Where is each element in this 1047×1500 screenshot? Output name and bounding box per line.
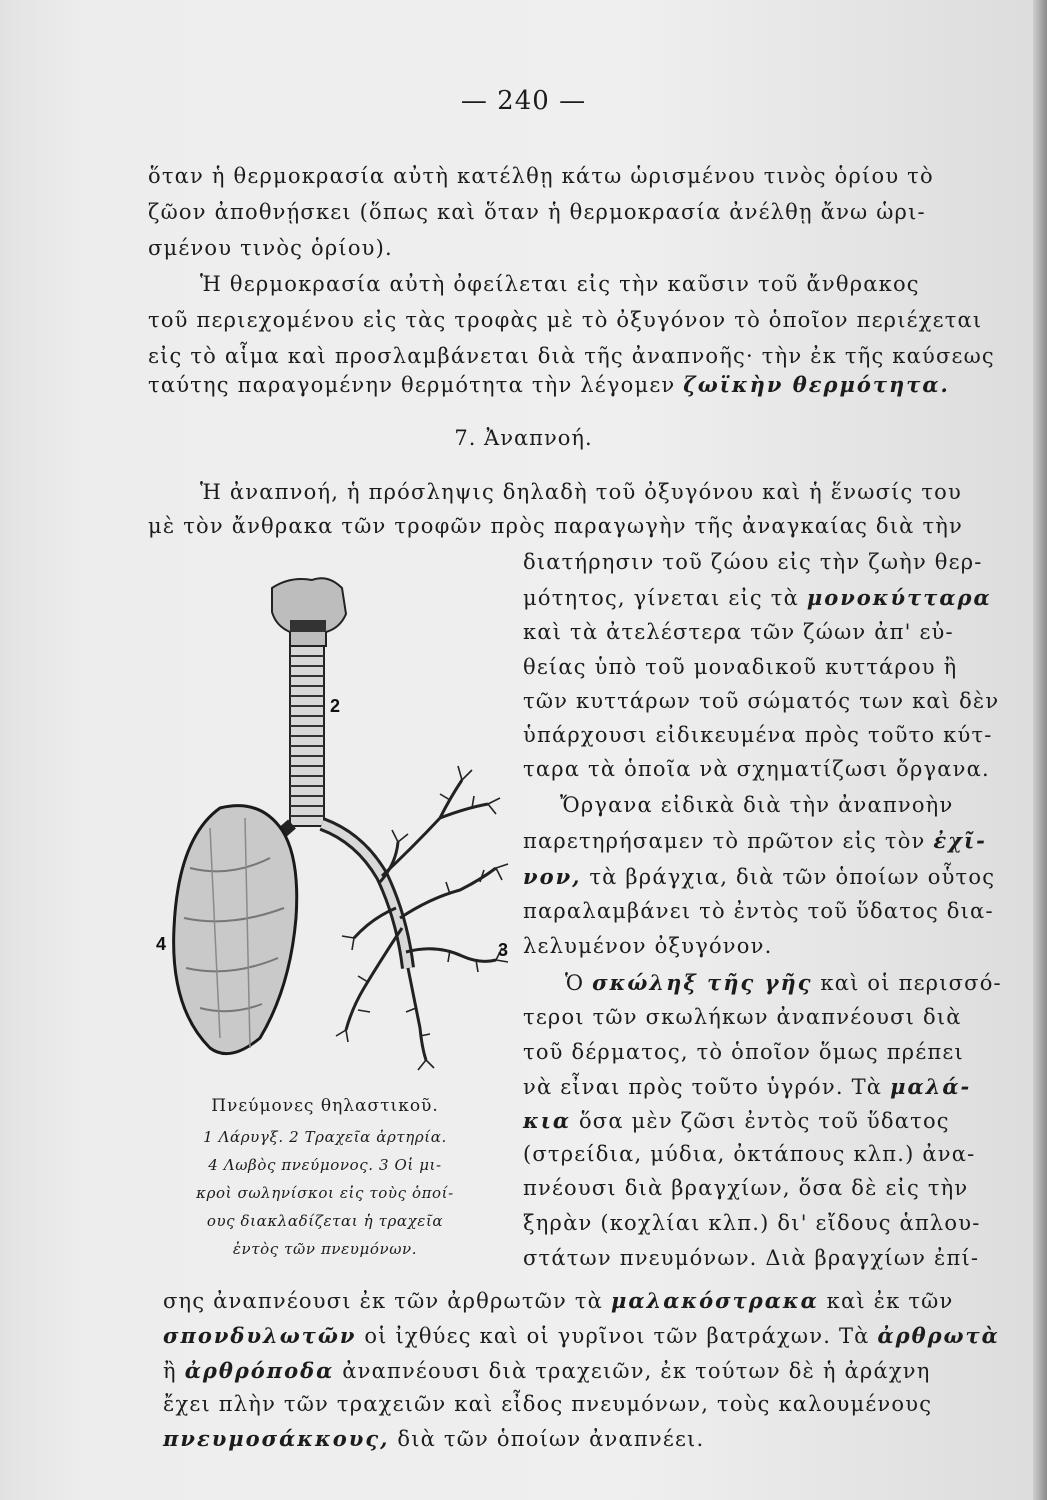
text-line: παραλαμβάνει τὸ ἐντὸς τοῦ ὕδατος δια- — [523, 899, 994, 923]
section-heading: 7. Ἀναπνοή. — [454, 426, 593, 450]
bold-term: σπονδυλωτῶν — [163, 1323, 357, 1348]
text-line — [163, 1358, 931, 1383]
text-run: νὰ εἶναι πρὸς τοῦτο ὑγρόν. Τὰ — [523, 1075, 883, 1099]
bold-term: μαλακόστρακα — [610, 1288, 819, 1313]
text-line: Ὄργανα εἰδικὰ διὰ τὴν ἀναπνοὴν — [560, 793, 954, 817]
lung-lobe — [174, 806, 297, 1054]
bold-term: ἀρθρωτὰ — [877, 1323, 1000, 1348]
page-number: — 240 — — [460, 86, 587, 116]
text-line: θείας ὑπὸ τοῦ μοναδικοῦ κυττάρου ἢ — [523, 655, 958, 679]
figure-caption-line: 1 Λάρυγξ. 2 Τραχεῖα ἀρτηρία. — [203, 1128, 447, 1146]
text-line — [523, 585, 992, 610]
bold-term: ἀρθρόποδα — [184, 1358, 335, 1383]
page-edge-shadow — [1033, 0, 1047, 1500]
trachea — [290, 646, 324, 826]
text-run: καὶ ἐκ τῶν — [826, 1289, 954, 1313]
bold-term: νον, — [523, 864, 582, 889]
figure-caption-line: ους διακλαδίζεται ἡ τραχεῖα — [206, 1212, 444, 1230]
text-line: τῶν κυττάρων τοῦ σώματός των καὶ δὲν — [523, 689, 1000, 713]
text-run: Ὁ — [565, 971, 585, 995]
figure-label: 4 — [156, 934, 167, 954]
text-run: σης ἀναπνέουσι ἐκ τῶν ἀρθρωτῶν τὰ — [163, 1289, 604, 1313]
text-line: στάτων πνευμόνων. Διὰ βραγχίων ἐπί- — [523, 1246, 980, 1270]
text-line: εἰς τὸ αἷμα καὶ προσλαμβάνεται διὰ τῆς ἀναπνοῆς· τὴν ἐκ τῆς καύσεως — [148, 344, 995, 368]
text-run: τὰ βράγχια, διὰ τῶν ὁποίων οὗτος — [589, 865, 996, 889]
text-run: ταύτης παραγομένην θερμότητα τὴν λέγομεν — [148, 373, 676, 397]
text-line: τοῦ δέρματος, τὸ ὁποῖον ὅμως πρέπει — [523, 1040, 964, 1064]
text-line — [523, 1074, 971, 1099]
text-run: οἱ ἰχθύες καὶ οἱ γυρῖνοι τῶν βατράχων. Τὰ — [364, 1324, 870, 1348]
text-run: ὅσα μὲν ζῶσι ἐντὸς τοῦ ὕδατος — [578, 1109, 950, 1133]
larynx — [272, 578, 346, 646]
text-line: ταρα τὰ ὁποῖα νὰ σχηματίζωσι ὄργανα. — [523, 757, 990, 781]
figure-caption-line: ἐντὸς τῶν πνευμόνων. — [232, 1240, 418, 1258]
text-line: σμένου τινὸς ὁρίου). — [148, 236, 393, 260]
text-line: καὶ τὰ ἀτελέστερα τῶν ζώων ἀπ' εὐ- — [523, 620, 954, 644]
figure-label: 2 — [330, 696, 341, 716]
text-line: ὑπάρχουσι εἰδικευμένα πρὸς τοῦτο κύτ- — [523, 723, 993, 747]
bold-term: ζωϊκὴν θερμότητα. — [683, 372, 950, 397]
right-bronchus — [322, 824, 408, 968]
text-line: τεροι τῶν σκωλήκων ἀναπνέουσι διὰ — [523, 1005, 962, 1029]
text-line — [565, 970, 1002, 995]
text-run: καὶ οἱ περισσό- — [820, 971, 1002, 995]
text-run: μότητος, γίνεται εἰς τὰ — [523, 586, 799, 610]
text-line: διατήρησιν τοῦ ζώου εἰς τὴν ζωὴν θερ- — [523, 550, 983, 574]
text-line — [163, 1288, 953, 1313]
text-line: ἔχει πλὴν τῶν τραχειῶν καὶ εἶδος πνευμόνων, τοὺς καλουμένους — [163, 1392, 933, 1416]
text-line — [163, 1426, 704, 1451]
figure-caption-line: κροὶ σωληνίσκοι εἰς τοὺς ὁποί- — [196, 1184, 454, 1202]
text-line: ὅταν ἡ θερμοκρασία αὐτὴ κατέλθῃ κάτω ὡρισμένου τινὸς ὁρίου τὸ — [148, 164, 934, 188]
text-line: ξηρὰν (κοχλίαι κλπ.) δι' εἴδους ἁπλου- — [523, 1211, 981, 1235]
bold-term: πνευμοσάκκους, — [163, 1426, 390, 1451]
figure-label: 3 — [498, 940, 509, 960]
text-line — [523, 864, 995, 889]
figure-caption-line: 4 Λωβὸς πνεύμονος. 3 Οἱ μι- — [208, 1156, 442, 1174]
text-line: λελυμένον ὀξυγόνον. — [523, 934, 773, 958]
bold-term: κια — [523, 1108, 572, 1133]
text-line: τοῦ περιεχομένου εἰς τὰς τροφὰς μὲ τὸ ὀξυγόνον τὸ ὁποῖον περιέχεται — [148, 308, 983, 332]
text-run: ἢ — [163, 1359, 177, 1383]
text-line: ζῶον ἀποθνῄσκει (ὅπως καὶ ὅταν ἡ θερμοκρασία ἀνέλθῃ ἄνω ὡρι- — [148, 200, 926, 224]
bold-term: ἐχῖ- — [933, 828, 987, 853]
text-line — [523, 1108, 950, 1133]
text-line: πνέουσι διὰ βραγχίων, ὅσα δὲ εἰς τὴν — [523, 1176, 969, 1200]
figure-caption-title: Πνεύμονες θηλαστικοῦ. — [211, 1096, 439, 1116]
text-line — [148, 372, 950, 397]
text-line: Ἡ θερμοκρασία αὐτὴ ὀφείλεται εἰς τὴν καῦσιν τοῦ ἄνθρακος — [200, 272, 920, 296]
bold-term: μονοκύτταρα — [806, 585, 992, 610]
bold-term: σκώληξ τῆς γῆς — [592, 970, 813, 995]
text-line — [163, 1323, 1000, 1348]
text-run: διὰ τῶν ὁποίων ἀναπνέει. — [397, 1427, 705, 1451]
bronchial-tree — [346, 780, 496, 1060]
text-run: ἀναπνέουσι διὰ τραχειῶν, ἐκ τούτων δὲ ἡ ἀράχνη — [342, 1359, 931, 1383]
text-run: παρετηρήσαμεν τὸ πρῶτον εἰς τὸν — [523, 829, 926, 853]
text-line: Ἡ ἀναπνοή, ἡ πρόσληψις δηλαδὴ τοῦ ὀξυγόνου καὶ ἡ ἕνωσίς του — [200, 480, 962, 504]
lungs-figure — [150, 568, 520, 1078]
text-line: (στρείδια, μύδια, ὀκτάπους κλπ.) ἀνα- — [523, 1142, 976, 1166]
text-line: μὲ τὸν ἄνθρακα τῶν τροφῶν πρὸς παραγωγὴν τῆς ἀναγκαίας διὰ τὴν — [148, 514, 964, 538]
text-line — [523, 828, 987, 853]
bold-term: μαλά- — [890, 1074, 972, 1099]
